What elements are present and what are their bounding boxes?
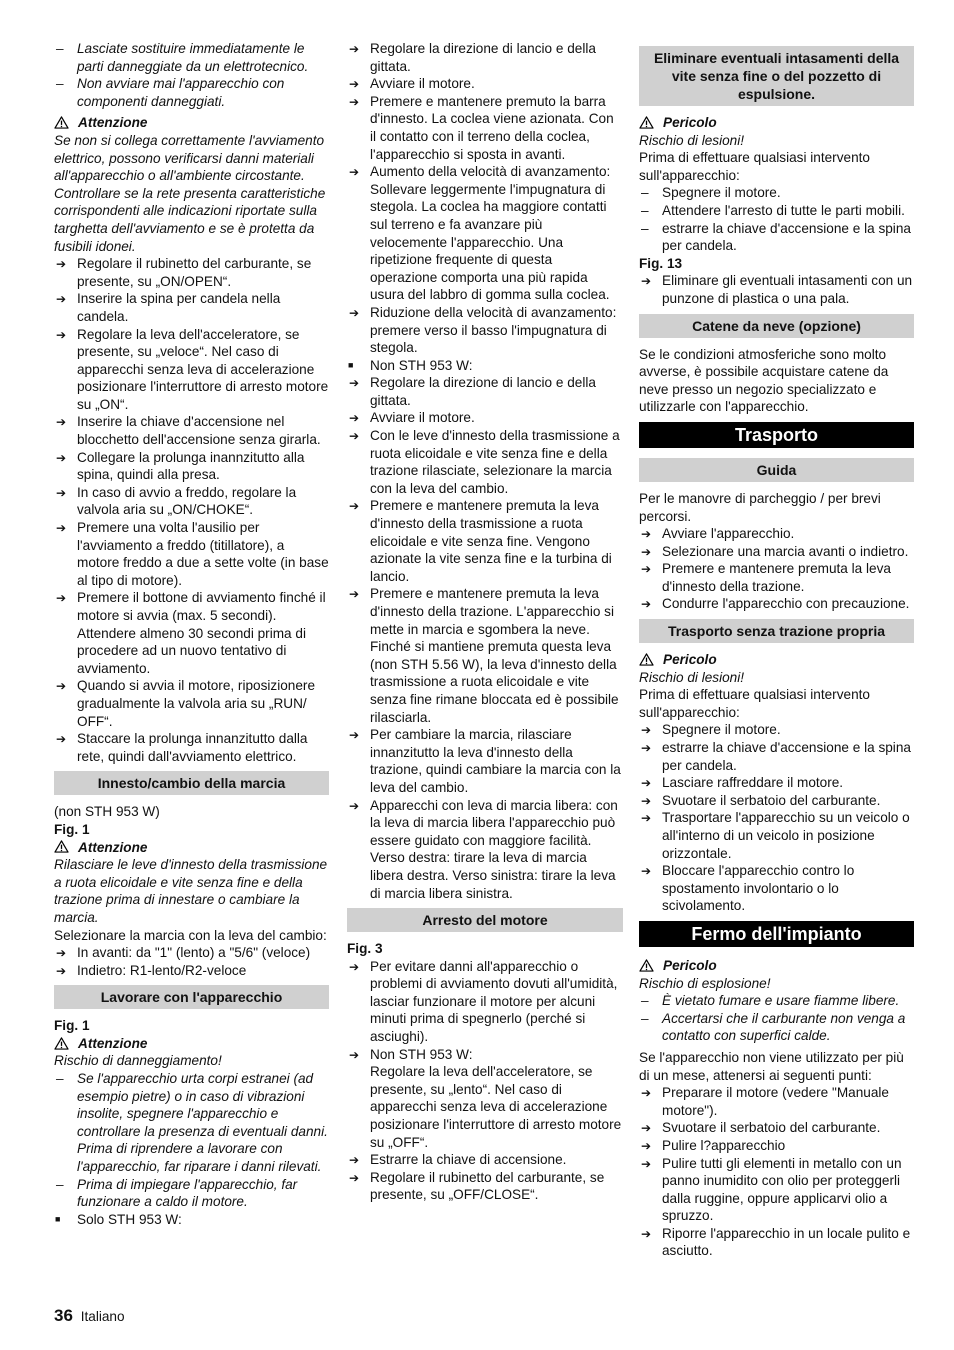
subsection-heading: Arresto del motore — [347, 908, 623, 932]
dash-item — [54, 40, 329, 75]
section-heading: Trasporto — [639, 422, 914, 448]
arrow-step — [639, 272, 914, 307]
arrow-bullet-icon: ➔ — [56, 292, 67, 307]
warning-notice — [54, 839, 329, 857]
arrow-bullet-icon: ➔ — [641, 1156, 652, 1171]
paragraph: Fig. 3 — [347, 941, 383, 957]
paragraph: Rilasciare le leve d'innesto della trasmissione a ruota elicoidale e vite senza fine e della trazione prima di innestare o cambiare la marcia. — [54, 857, 328, 925]
page-language: Italiano — [80, 1309, 125, 1324]
arrow-bullet-icon: ➔ — [641, 1086, 652, 1101]
dash-bullet-icon: – — [641, 1010, 649, 1026]
paragraph: Prima di effettuare qualsiasi intervento sull'apparecchio: — [639, 687, 870, 720]
dash-bullet-icon: – — [56, 41, 64, 56]
dash-bullet-icon: – — [56, 1071, 64, 1087]
dash-bullet-icon: – — [56, 76, 64, 92]
paragraph: Prima di effettuare qualsiasi intervento sull'apparecchio: — [639, 150, 870, 183]
arrow-bullet-icon: ➔ — [641, 562, 652, 577]
arrow-bullet-icon: ➔ — [349, 499, 360, 514]
arrow-bullet-icon: ➔ — [56, 415, 67, 430]
paragraph: Se l'apparecchio non viene utilizzato per più di un mese, attenersi ai seguenti punti: — [639, 1049, 904, 1083]
warning-notice — [54, 114, 329, 132]
arrow-step — [639, 809, 914, 862]
square-bullet-icon: ■ — [348, 359, 354, 370]
subsection-heading: Trasporto senza trazione propria — [639, 619, 914, 643]
arrow-bullet-icon: ➔ — [641, 776, 652, 791]
arrow-bullet-icon: ➔ — [56, 963, 67, 978]
square-bullet-icon: ■ — [55, 1213, 61, 1224]
item-text: Non STH 953 W: — [370, 357, 473, 373]
item-text: Eliminare gli eventuali intasamenti con un punzone di plastica o una pala. — [662, 273, 913, 306]
arrow-bullet-icon: ➔ — [349, 94, 360, 109]
item-text: Premere e mantenere premuto la barra d'innesto. La coclea viene azionata. Con il contatto con il terreno della coclea, l'apparecchio si sposta in avanti. — [370, 93, 614, 162]
item-text: Premere e mantenere premuta la leva d'innesto della trazione. — [662, 561, 891, 594]
item-text: Trasportare l'apparecchio su un veicolo o all'interno di un veicolo in posizione orizzontale. — [662, 810, 910, 861]
arrow-step — [347, 585, 623, 726]
paragraph: Rischio di lesioni! — [639, 132, 745, 148]
arrow-bullet-icon: ➔ — [641, 1121, 652, 1136]
arrow-bullet-icon: ➔ — [641, 597, 652, 612]
warning-label: Attenzione — [78, 1035, 148, 1051]
dash-item — [54, 1176, 329, 1211]
paragraph: Se non si collega correttamente l'avviamento elettrico, possono verificarsi danni materiali all'apparecchio o all'ambiente circostante. Controllare se la rete presenta caratteristiche corrispondenti alle indicazioni riportate sulla targhetta dell'avviamento e se è protetta da fusibili idonei. — [54, 132, 326, 254]
arrow-bullet-icon: ➔ — [349, 42, 360, 56]
warning-notice — [639, 114, 914, 132]
item-text: Regolare la direzione di lancio e della gittata. — [370, 41, 596, 74]
subsection-heading: Lavorare con l'apparecchio — [54, 985, 329, 1009]
column-middle — [347, 40, 623, 1204]
section-heading: Fermo dell'impianto — [639, 921, 914, 947]
item-text: Aumento della velocità di avanzamento: Sollevare leggermente l'impugnatura di stegola. La coclea ha maggiore contatti sul terreno e fa avanzare più velocemente l'apparecchio. Una ripetizione frequente di questa operazione comporta una più rapida usura del labbro di gomma sulla coclea. — [370, 164, 611, 303]
arrow-step — [639, 1225, 914, 1260]
warning-label: Attenzione — [78, 115, 148, 131]
item-text: Quando si avvia il motore, riposizionere gradualmente la valvola aria su „RUN/ OFF“. — [77, 678, 316, 729]
item-text: Lasciate sostituire immediatamente le parti danneggiate da un elettrotecnico. — [77, 41, 309, 74]
arrow-bullet-icon: ➔ — [641, 864, 652, 879]
warning-notice — [639, 651, 914, 669]
arrow-step — [347, 1046, 623, 1064]
paragraph: Se le condizioni atmosferiche sono molto avverse, è possibile acquistare catene da neve presso un negozio specializzato e utilizzarle con l'apparecchio. — [639, 346, 889, 415]
arrow-step — [347, 427, 623, 497]
paragraph: (non STH 953 W) — [54, 804, 160, 820]
dash-item — [639, 1010, 914, 1045]
arrow-bullet-icon: ➔ — [56, 732, 67, 747]
warning-triangle-icon — [54, 116, 70, 130]
arrow-step — [639, 1137, 914, 1155]
arrow-bullet-icon: ➔ — [641, 793, 652, 808]
arrow-bullet-icon: ➔ — [349, 1153, 360, 1168]
arrow-bullet-icon: ➔ — [56, 327, 67, 342]
warning-notice — [54, 1035, 329, 1053]
arrow-step — [54, 519, 329, 589]
paragraph: Fig. 1 — [54, 821, 90, 837]
item-text: Premere una volta l'ausilio per l'avviamento a freddo (titillatore), a motore freddo a due a sette volte (in base al tipo di motore). — [77, 520, 329, 588]
arrow-step — [639, 1119, 914, 1137]
column-left — [54, 40, 329, 1228]
item-text: Non STH 953 W: — [370, 1046, 473, 1062]
paragraph: Rischio di danneggiamento! — [54, 1053, 222, 1069]
arrow-step — [54, 677, 329, 730]
arrow-step — [347, 958, 623, 1046]
dash-item — [54, 75, 329, 110]
arrow-step — [639, 792, 914, 810]
arrow-bullet-icon: ➔ — [349, 798, 360, 813]
item-text: Spegnere il motore. — [662, 722, 781, 738]
item-text: Condurre l'apparecchio con precauzione. — [662, 596, 910, 612]
arrow-bullet-icon: ➔ — [56, 521, 67, 536]
item-text: Premere e mantenere premuta la leva d'innesto della trasmissione a ruota elicoidale e vite senza fine. Vengono azionate la vite senza fine e la turbina di lancio. — [370, 498, 612, 584]
arrow-step — [347, 163, 623, 304]
dash-bullet-icon: – — [56, 1176, 64, 1192]
dash-bullet-icon: – — [641, 202, 649, 218]
item-text: Regolare il rubinetto del carburante, se presente, su „OFF/CLOSE“. — [370, 1169, 605, 1203]
item-text: Riduzione della velocità di avanzamento: premere verso il basso l'impugnatura di stegola. — [370, 304, 617, 356]
paragraph: Per le manovre di parcheggio / per brevi percorsi. — [639, 490, 881, 524]
arrow-bullet-icon: ➔ — [349, 728, 360, 743]
item-text: Bloccare l'apparecchio contro lo spostamento involontario o lo scivolamento. — [662, 863, 855, 914]
item-text: Avviare l'apparecchio. — [662, 526, 795, 542]
arrow-step — [639, 543, 914, 561]
item-text: estrarre la chiave d'accensione e la spina per candela. — [662, 740, 911, 773]
item-text: Non avviare mai l'apparecchio con componenti danneggiati. — [77, 76, 285, 109]
item-text: Preparare il motore (vedere "Manuale motore"). — [662, 1085, 889, 1118]
arrow-step — [639, 721, 914, 739]
item-text: In caso di avvio a freddo, regolare la valvola aria su „ON/CHOKE“. — [77, 484, 297, 518]
arrow-bullet-icon: ➔ — [349, 1170, 360, 1185]
arrow-bullet-icon: ➔ — [56, 591, 67, 606]
warning-triangle-icon — [639, 653, 655, 667]
arrow-step — [347, 40, 623, 75]
warning-triangle-icon — [54, 1037, 70, 1051]
arrow-bullet-icon: ➔ — [641, 1138, 652, 1153]
item-text: Solo STH 953 W: — [77, 1211, 182, 1227]
subsection-heading: Guida — [639, 458, 914, 482]
warning-triangle-icon — [54, 840, 70, 854]
arrow-bullet-icon: ➔ — [349, 587, 360, 602]
warning-triangle-icon — [639, 959, 655, 973]
arrow-step — [347, 1169, 623, 1204]
item-text: Premere e mantenere premuta la leva d'innesto della trazione. L'apparecchio si mette in marcia e sgombera la neve. Finché si mantiene premuta questa leva (non STH 5.56 W), la leva d'innesto della trasmissione a ruota elicoidale e vite senza fine rimane bloccata ed è possibile rilasciarla. — [370, 586, 619, 725]
arrow-bullet-icon: ➔ — [641, 527, 652, 542]
arrow-step — [54, 413, 329, 448]
subsection-heading: Eliminare eventuali intasamenti della vite senza fine o del pozzetto di espulsione. — [639, 46, 914, 106]
arrow-bullet-icon: ➔ — [56, 946, 67, 961]
arrow-step — [639, 560, 914, 595]
item-text: Regolare la direzione di lancio e della gittata. — [370, 375, 596, 408]
warning-label: Pericolo — [663, 957, 717, 973]
item-text: Svuotare il serbatoio del carburante. — [662, 1120, 881, 1136]
item-text: Avviare il motore. — [370, 410, 475, 426]
item-text: Premere il bottone di avviamento finché il motore si avvia (max. 5 secondi). Attendere almeno 30 secondi prima di procedere ad un nuovo tentativo di avviamento. — [77, 590, 326, 676]
arrow-bullet-icon: ➔ — [349, 77, 360, 92]
warning-notice — [639, 957, 914, 975]
dash-bullet-icon: – — [641, 220, 649, 236]
arrow-step — [347, 1151, 623, 1169]
arrow-step — [347, 75, 623, 93]
item-text: Inserire la spina per candela nella candela. — [77, 291, 281, 324]
arrow-bullet-icon: ➔ — [641, 723, 652, 738]
paragraph: Fig. 1 — [54, 1018, 90, 1034]
column-right — [639, 40, 914, 1260]
item-text: Avviare il motore. — [370, 76, 475, 92]
arrow-bullet-icon: ➔ — [349, 376, 360, 391]
arrow-bullet-icon: ➔ — [349, 165, 360, 180]
arrow-step — [347, 726, 623, 796]
paragraph: Selezionare la marcia con la leva del cambio: — [54, 927, 327, 943]
item-text: Pulire tutti gli elementi in metallo con un panno inumidito con olio per proteggerli dalla ruggine, oppure applicarvi olio a spruzzo. — [662, 1155, 902, 1224]
subsection-heading: Catene da neve (opzione) — [639, 314, 914, 338]
arrow-step — [639, 862, 914, 915]
page-number: 36 — [54, 1306, 73, 1325]
dash-item — [639, 184, 914, 202]
square-bullet-item — [54, 1211, 329, 1229]
arrow-step — [347, 797, 623, 903]
paragraph: Fig. 13 — [639, 255, 683, 271]
item-text: Spegnere il motore. — [662, 185, 781, 201]
arrow-step — [639, 739, 914, 774]
arrow-step — [639, 595, 914, 613]
arrow-bullet-icon: ➔ — [641, 274, 652, 289]
item-text: In avanti: da "1" (lento) a "5/6" (veloce) — [77, 945, 311, 961]
item-text: Per cambiare la marcia, rilasciare innanzitutto la leva d'innesto della trazione, quindi cambiare la marcia con la leva del cambio. — [370, 727, 621, 795]
arrow-step — [639, 1084, 914, 1119]
arrow-bullet-icon: ➔ — [641, 741, 652, 756]
square-bullet-item — [347, 357, 623, 375]
arrow-step — [347, 497, 623, 585]
arrow-bullet-icon: ➔ — [56, 257, 67, 272]
arrow-bullet-icon: ➔ — [56, 679, 67, 694]
arrow-bullet-icon: ➔ — [349, 429, 360, 444]
warning-triangle-icon — [639, 116, 655, 130]
item-text: Lasciare raffreddare il motore. — [662, 775, 844, 791]
item-text: Regolare la leva dell'acceleratore, se presente, su „veloce“. Nel caso di apparecchi senza leva di accelerazione posizionare l'interruttore di arresto motore su „ON“. — [77, 326, 329, 412]
item-text: Per evitare danni all'apparecchio o problemi di avviamento dovuti all'umidità, lasciar funzionare il motore per alcuni minuti prima di spegnerlo (perché si asciughi). — [370, 958, 618, 1045]
item-text: Se l'apparecchio urta corpi estranei (ad esempio pietre) o in caso di vibrazioni insolite, spegnere l'apparecchio e controllare la presenza di eventuali danni. Prima di riprendere a lavorare con l'apparecchio, far riparare i danni rilevati. — [77, 1071, 328, 1175]
item-text: Estrarre la chiave di accensione. — [370, 1152, 567, 1168]
item-text: Pulire l?apparecchio — [662, 1137, 786, 1153]
dash-item — [54, 1070, 329, 1176]
arrow-bullet-icon: ➔ — [641, 544, 652, 559]
dash-item — [639, 202, 914, 220]
arrow-bullet-icon: ➔ — [349, 959, 360, 974]
dash-bullet-icon: – — [641, 993, 649, 1009]
subsection-heading: Innesto/cambio della marcia — [54, 771, 329, 795]
item-text: Prima di impiegare l'apparecchio, far funzionare a caldo il motore. — [77, 1176, 298, 1210]
arrow-step — [54, 944, 329, 962]
item-text: Staccare la prolunga innanzitutto dalla rete, quindi dall'avviamento elettrico. — [77, 731, 308, 764]
arrow-bullet-icon: ➔ — [349, 411, 360, 426]
paragraph: Regolare la leva dell'acceleratore, se presente, su „lento“. Nel caso di apparecchi senza leva di accelerazione posizionare l'interruttore di arresto motore su „OFF“. — [370, 1064, 622, 1150]
warning-label: Attenzione — [78, 839, 148, 855]
arrow-bullet-icon: ➔ — [56, 450, 67, 465]
item-text: Collegare la prolunga inannzitutto alla spina, quindi alla presa. — [77, 449, 305, 483]
item-text: Inserire la chiave d'accensione nel blocchetto dell'accensione senza girarla. — [77, 414, 321, 448]
arrow-step — [54, 730, 329, 765]
paragraph: Rischio di esplosione! — [639, 975, 771, 991]
item-text: Apparecchi con leva di marcia libera: con la leva di marcia libera l'apparecchio può essere guidato con maggiore facilità. Verso destra: tirare la leva di marcia libera destra. Verso sinistra: tirare la leva di marcia libera sinistra. — [370, 797, 618, 901]
arrow-step — [639, 525, 914, 543]
arrow-step — [639, 1155, 914, 1225]
item-text: Riporre l'apparecchio in un locale pulito e asciutto. — [662, 1225, 911, 1259]
dash-bullet-icon: – — [641, 185, 649, 201]
arrow-bullet-icon: ➔ — [349, 1047, 360, 1062]
arrow-step — [54, 290, 329, 325]
arrow-step — [54, 326, 329, 414]
arrow-step — [54, 255, 329, 290]
arrow-step — [54, 449, 329, 484]
arrow-bullet-icon: ➔ — [641, 811, 652, 826]
item-text: estrarre la chiave d'accensione e la spina per candela. — [662, 220, 911, 254]
paragraph: Rischio di lesioni! — [639, 669, 745, 685]
warning-label: Pericolo — [663, 652, 717, 668]
item-text: Con le leve d'innesto della trasmissione a ruota elicoidale e vite senza fine e della trazione rilasciate, selezionare la marcia con la leva del cambio. — [370, 428, 620, 496]
page-footer — [54, 1307, 125, 1326]
arrow-step — [347, 93, 623, 163]
arrow-step — [347, 374, 623, 409]
arrow-bullet-icon: ➔ — [641, 1226, 652, 1241]
arrow-bullet-icon: ➔ — [56, 485, 67, 500]
arrow-step — [54, 962, 329, 980]
item-text: Regolare il rubinetto del carburante, se presente, su „ON/OPEN“. — [77, 256, 312, 289]
item-text: È vietato fumare e usare fiamme libere. — [662, 993, 900, 1009]
arrow-step — [347, 304, 623, 357]
item-text: Accertarsi che il carburante non venga a contatto con superfici calde. — [662, 1010, 906, 1044]
arrow-step — [347, 409, 623, 427]
arrow-bullet-icon: ➔ — [349, 305, 360, 320]
dash-item — [639, 220, 914, 255]
item-text: Svuotare il serbatoio del carburante. — [662, 792, 881, 808]
arrow-step — [54, 484, 329, 519]
dash-item — [639, 992, 914, 1010]
item-text: Selezionare una marcia avanti o indietro. — [662, 543, 909, 559]
arrow-step — [639, 774, 914, 792]
item-text: Indietro: R1-lento/R2-veloce — [77, 962, 247, 978]
arrow-step — [54, 589, 329, 677]
warning-label: Pericolo — [663, 115, 717, 130]
item-text: Attendere l'arresto di tutte le parti mobili. — [662, 202, 905, 218]
